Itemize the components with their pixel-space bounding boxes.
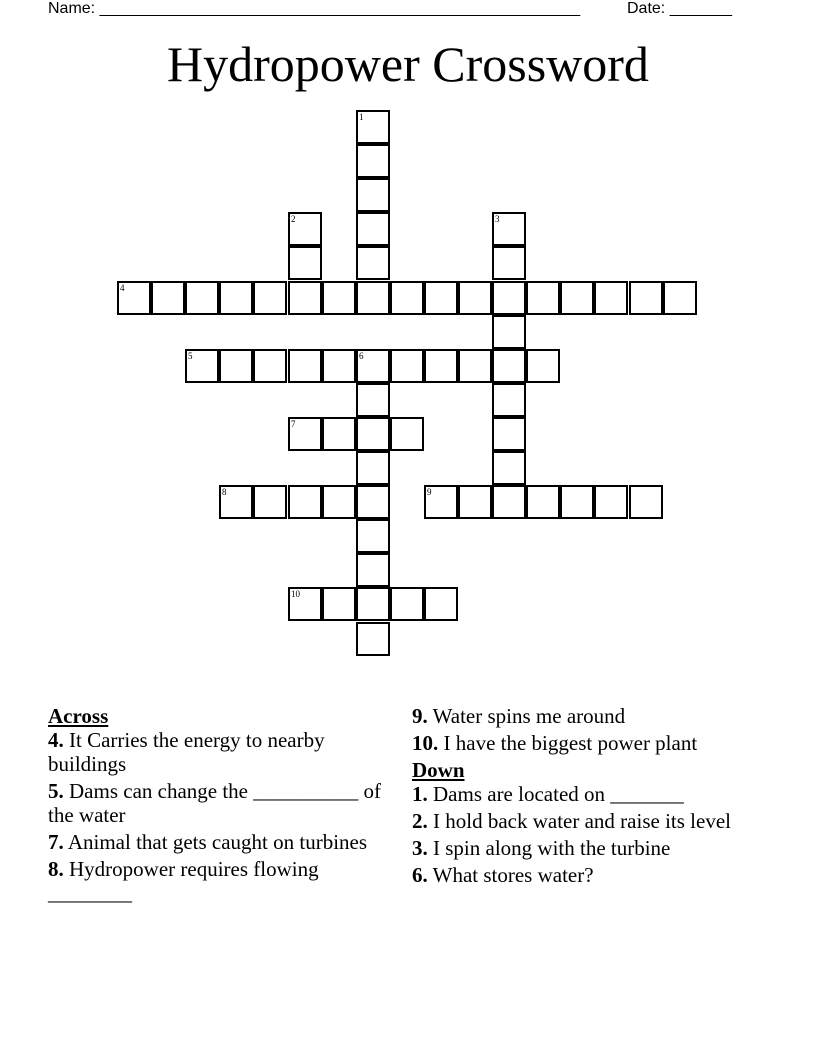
clue-number: 7	[291, 419, 296, 429]
crossword-cell[interactable]	[594, 281, 628, 315]
crossword-cell[interactable]	[356, 246, 390, 280]
crossword-cell[interactable]	[492, 349, 526, 383]
crossword-cell[interactable]	[458, 485, 492, 519]
crossword-cell[interactable]	[492, 315, 526, 349]
crossword-cell[interactable]	[356, 178, 390, 212]
crossword-cell[interactable]	[253, 485, 287, 519]
crossword-cell[interactable]	[492, 246, 526, 280]
crossword-cell[interactable]	[322, 349, 356, 383]
crossword-cell[interactable]	[424, 349, 458, 383]
crossword-cell[interactable]	[492, 281, 526, 315]
crossword-cell[interactable]	[356, 485, 390, 519]
name-label: Name:	[48, 0, 96, 17]
crossword-cell[interactable]	[288, 349, 322, 383]
crossword-cell[interactable]	[219, 349, 253, 383]
crossword-cell[interactable]	[390, 417, 424, 451]
clue-number: 4	[120, 283, 125, 293]
crossword-cell[interactable]	[629, 281, 663, 315]
crossword-cell[interactable]	[219, 485, 253, 519]
crossword-cell[interactable]	[356, 451, 390, 485]
crossword-cell[interactable]	[560, 281, 594, 315]
crossword-cell[interactable]	[356, 417, 390, 451]
clue-down-1: 1. Dams are located on _______	[412, 782, 684, 806]
crossword-cell[interactable]	[288, 212, 322, 246]
crossword-cell[interactable]	[185, 281, 219, 315]
clue-across-9: 9. Water spins me around	[412, 704, 626, 728]
clue-across-10: 10. I have the biggest power plant	[412, 731, 698, 755]
crossword-cell[interactable]	[322, 485, 356, 519]
clue-down-2: 2. I hold back water and raise its level	[412, 809, 731, 833]
clues-right-column	[412, 704, 772, 890]
name-blank[interactable]: ______________________________________________________	[99, 0, 581, 17]
crossword-cell[interactable]	[390, 281, 424, 315]
crossword-cell[interactable]	[492, 212, 526, 246]
crossword-cell[interactable]	[560, 485, 594, 519]
clue-across-7: 7. Animal that gets caught on turbines	[48, 830, 368, 854]
crossword-cell[interactable]	[288, 587, 322, 621]
clues-left-column	[48, 704, 388, 908]
across-heading: Across	[48, 704, 109, 728]
crossword-cell[interactable]	[356, 212, 390, 246]
crossword-cell[interactable]	[288, 246, 322, 280]
crossword-cell[interactable]	[424, 485, 458, 519]
clue-number: 10	[291, 589, 300, 599]
crossword-cell[interactable]	[117, 281, 151, 315]
crossword-cell[interactable]	[151, 281, 185, 315]
clue-number: 9	[427, 487, 432, 497]
clue-number: 3	[495, 214, 500, 224]
crossword-cell[interactable]	[356, 281, 390, 315]
crossword-cell[interactable]	[629, 485, 663, 519]
crossword-cell[interactable]	[356, 383, 390, 417]
date-label: Date:	[627, 0, 666, 17]
crossword-cell[interactable]	[356, 110, 390, 144]
clue-number: 8	[222, 487, 227, 497]
crossword-cell[interactable]	[526, 349, 560, 383]
crossword-cell[interactable]	[356, 519, 390, 553]
crossword-cell[interactable]	[356, 553, 390, 587]
page-title: Hydropower Crossword	[167, 36, 649, 92]
crossword-cell[interactable]	[288, 485, 322, 519]
crossword-cell[interactable]	[288, 281, 322, 315]
clue-across-8: 8. Hydropower requires flowing ________	[48, 857, 319, 905]
crossword-cell[interactable]	[390, 587, 424, 621]
crossword-cell[interactable]	[526, 485, 560, 519]
crossword-cell[interactable]	[356, 587, 390, 621]
crossword-cell[interactable]	[663, 281, 697, 315]
crossword-cell[interactable]	[492, 485, 526, 519]
crossword-cell[interactable]	[458, 281, 492, 315]
clue-across-5: 5. Dams can change the __________ of the water	[48, 779, 381, 827]
clue-number: 2	[291, 214, 296, 224]
crossword-cell[interactable]	[526, 281, 560, 315]
crossword-cell[interactable]	[594, 485, 628, 519]
down-heading: Down	[412, 758, 465, 782]
crossword-cell[interactable]	[253, 349, 287, 383]
crossword-cell[interactable]	[322, 417, 356, 451]
crossword-cell[interactable]	[424, 281, 458, 315]
crossword-cell[interactable]	[492, 451, 526, 485]
crossword-cell[interactable]	[424, 587, 458, 621]
crossword-cell[interactable]	[253, 281, 287, 315]
crossword-cell[interactable]	[185, 349, 219, 383]
crossword-cell[interactable]	[356, 349, 390, 383]
crossword-cell[interactable]	[492, 383, 526, 417]
date-blank[interactable]: _______	[669, 0, 732, 17]
clue-down-6: 6. What stores water?	[412, 863, 594, 887]
crossword-cell[interactable]	[492, 417, 526, 451]
clue-number: 5	[188, 351, 193, 361]
clue-across-4: 4. It Carries the energy to nearby buildings	[48, 728, 325, 776]
crossword-cell[interactable]	[322, 281, 356, 315]
crossword-cell[interactable]	[322, 587, 356, 621]
crossword-cell[interactable]	[356, 144, 390, 178]
crossword-cell[interactable]	[390, 349, 424, 383]
clue-down-3: 3. I spin along with the turbine	[412, 836, 671, 860]
crossword-cell[interactable]	[288, 417, 322, 451]
crossword-cell[interactable]	[458, 349, 492, 383]
crossword-cell[interactable]	[219, 281, 253, 315]
crossword-cell[interactable]	[356, 622, 390, 656]
clue-number: 6	[359, 351, 364, 361]
clue-number: 1	[359, 112, 364, 122]
